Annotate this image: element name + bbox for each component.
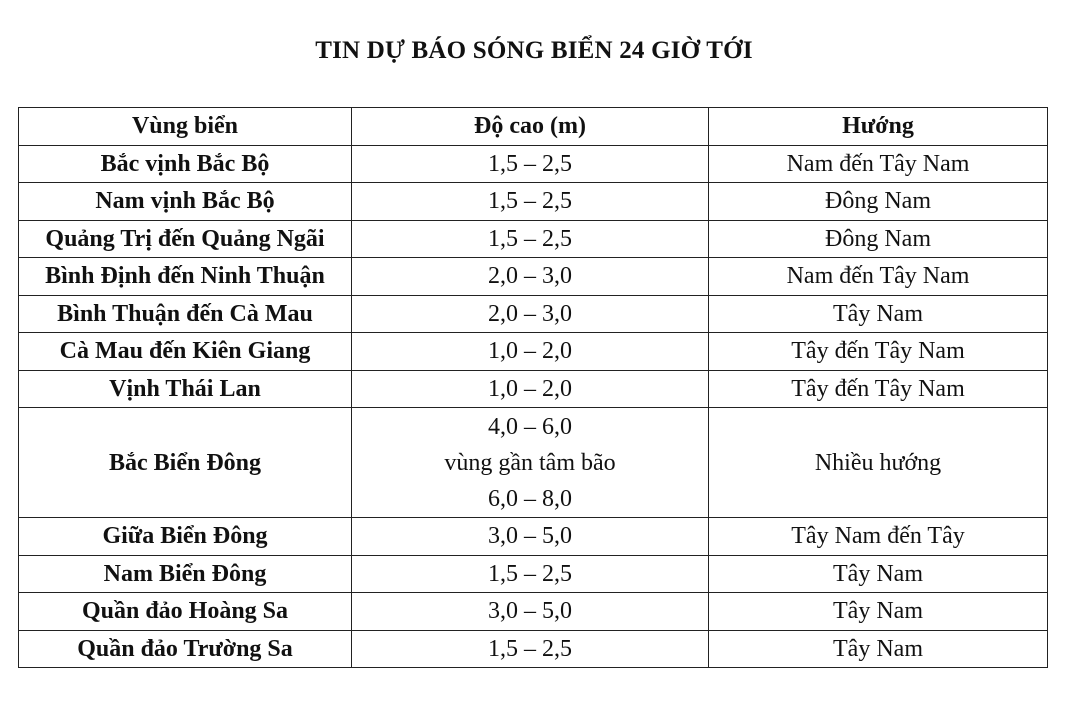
direction-cell: Đông Nam — [709, 183, 1048, 221]
height-value-near-center: 6,0 – 8,0 — [488, 485, 572, 512]
direction-cell: Nhiều hướng — [709, 408, 1048, 518]
height-cell: 3,0 – 5,0 — [352, 518, 709, 556]
direction-cell: Đông Nam — [709, 220, 1048, 258]
height-cell: 3,0 – 5,0 — [352, 593, 709, 631]
table-row — [19, 630, 1048, 668]
direction-cell: Tây đến Tây Nam — [709, 333, 1048, 371]
table-header-row — [19, 108, 1048, 146]
table-row — [19, 333, 1048, 371]
region-cell: Bình Định đến Ninh Thuận — [19, 258, 352, 296]
direction-cell: Tây Nam — [709, 555, 1048, 593]
table-row — [19, 370, 1048, 408]
table-row — [19, 408, 1048, 518]
height-cell: 2,0 – 3,0 — [352, 295, 709, 333]
region-cell: Bắc Biển Đông — [19, 408, 352, 518]
wave-forecast-table — [18, 107, 1048, 668]
direction-cell: Tây Nam đến Tây — [709, 518, 1048, 556]
region-cell: Nam vịnh Bắc Bộ — [19, 183, 352, 221]
region-cell: Bình Thuận đến Cà Mau — [19, 295, 352, 333]
table-row — [19, 220, 1048, 258]
table-row — [19, 258, 1048, 296]
height-cell: 1,0 – 2,0 — [352, 370, 709, 408]
direction-cell: Tây Nam — [709, 630, 1048, 668]
region-cell: Nam Biển Đông — [19, 555, 352, 593]
height-cell: 1,5 – 2,5 — [352, 630, 709, 668]
region-cell: Cà Mau đến Kiên Giang — [19, 333, 352, 371]
region-cell: Quần đảo Hoàng Sa — [19, 593, 352, 631]
table-row — [19, 555, 1048, 593]
column-header-region: Vùng biển — [19, 108, 352, 146]
height-cell: 1,5 – 2,5 — [352, 555, 709, 593]
height-cell: 1,5 – 2,5 — [352, 220, 709, 258]
table-row — [19, 145, 1048, 183]
region-cell: Quảng Trị đến Quảng Ngãi — [19, 220, 352, 258]
table-row — [19, 183, 1048, 221]
height-value: 4,0 – 6,0 — [488, 413, 572, 440]
table-row — [19, 518, 1048, 556]
table-row — [19, 295, 1048, 333]
direction-cell: Nam đến Tây Nam — [709, 258, 1048, 296]
column-header-direction: Hướng — [709, 108, 1048, 146]
region-cell: Quần đảo Trường Sa — [19, 630, 352, 668]
region-cell: Bắc vịnh Bắc Bộ — [19, 145, 352, 183]
height-cell: 2,0 – 3,0 — [352, 258, 709, 296]
height-note: vùng gần tâm bão — [444, 449, 616, 476]
direction-cell: Tây Nam — [709, 295, 1048, 333]
page-title: TIN DỰ BÁO SÓNG BIỂN 24 GIỜ TỚI — [315, 37, 753, 64]
height-cell: 1,5 – 2,5 — [352, 183, 709, 221]
height-cell — [352, 408, 709, 518]
region-cell: Giữa Biển Đông — [19, 518, 352, 556]
direction-cell: Tây Nam — [709, 593, 1048, 631]
direction-cell: Tây đến Tây Nam — [709, 370, 1048, 408]
direction-cell: Nam đến Tây Nam — [709, 145, 1048, 183]
height-cell: 1,5 – 2,5 — [352, 145, 709, 183]
region-cell: Vịnh Thái Lan — [19, 370, 352, 408]
height-cell: 1,0 – 2,0 — [352, 333, 709, 371]
column-header-height: Độ cao (m) — [352, 108, 709, 146]
table-row — [19, 593, 1048, 631]
